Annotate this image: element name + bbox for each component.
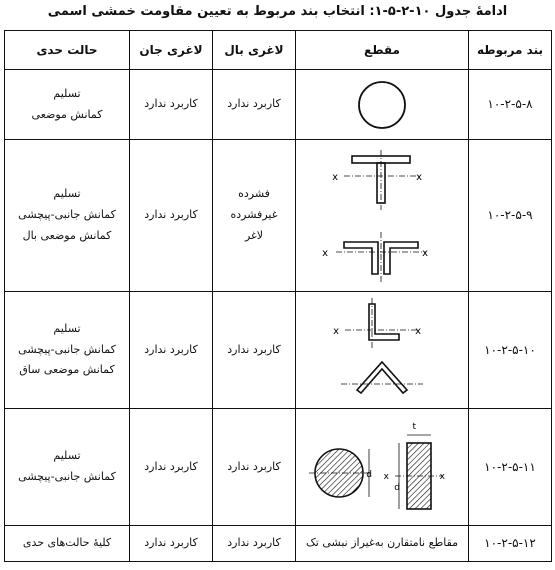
flange-cell: کاربرد ندارد [213, 70, 296, 140]
web-cell: کاربرد ندارد [130, 526, 213, 562]
section-cell: مقاطع نامتقارن به‌غیراز نبشی تک [296, 526, 469, 562]
header-web-slenderness: لاغری جان [130, 31, 213, 70]
axis-label: x [333, 326, 339, 337]
dimension-label: d [366, 470, 372, 480]
axis-label: x [383, 472, 389, 482]
flange-cell: کاربرد ندارد [213, 409, 296, 526]
axis-label: x [416, 171, 422, 183]
web-cell: کاربرد ندارد [130, 140, 213, 292]
limit-text: تسلیم [53, 86, 81, 100]
table-row [5, 140, 552, 292]
axis-label: x [322, 247, 328, 259]
table-row [5, 409, 552, 526]
axis-label: x [332, 171, 338, 183]
single-angle-icon [327, 298, 437, 402]
limit-text: کمانش جانبی-پیچشی [18, 208, 116, 222]
limit-text: کمانش موضعی [31, 107, 103, 121]
axis-label: x [422, 247, 428, 259]
header-flange-slenderness: لاغری بال [213, 31, 296, 70]
clause-cell: ۱۰-۲-۵-۸ [469, 70, 552, 140]
limit-text: کمانش جانبی-پیچشی [18, 470, 116, 483]
dimension-label: d [394, 483, 400, 493]
tee-and-double-angle-icon [322, 146, 442, 286]
section-cell [296, 140, 469, 292]
section-cell [296, 70, 469, 140]
solid-bar-icon [299, 415, 465, 519]
round-hss-icon [342, 77, 422, 133]
limit-cell [5, 409, 130, 526]
dimension-label: t [412, 422, 416, 432]
limit-text: تسلیم [53, 187, 81, 201]
section-cell [296, 292, 469, 409]
header-clause: بند مربوطه [469, 31, 552, 70]
clause-cell: ۱۰-۲-۵-۱۲ [469, 526, 552, 562]
limit-cell [5, 140, 130, 292]
section-selection-table [4, 30, 552, 562]
header-row [5, 31, 552, 70]
table-row [5, 292, 552, 409]
clause-cell: ۱۰-۲-۵-۱۱ [469, 409, 552, 526]
limit-cell: کلیهٔ حالت‌های حدی [5, 526, 130, 562]
web-cell: کاربرد ندارد [130, 292, 213, 409]
limit-text: کمانش جانبی-پیچشی [18, 342, 116, 356]
clause-cell: ۱۰-۲-۵-۱۰ [469, 292, 552, 409]
header-section: مقطع [296, 31, 469, 70]
axis-label: x [415, 326, 421, 337]
flange-text: لاغر [244, 228, 264, 242]
limit-text: تسلیم [53, 321, 81, 335]
limit-cell [5, 70, 130, 140]
flange-cell: کاربرد ندارد [213, 526, 296, 562]
limit-text: کمانش موضعی ساق [19, 363, 115, 377]
limit-cell [5, 292, 130, 409]
web-cell: کاربرد ندارد [130, 70, 213, 140]
flange-cell [213, 140, 296, 292]
clause-cell: ۱۰-۲-۵-۹ [469, 140, 552, 292]
limit-text: کمانش موضعی بال [22, 228, 112, 242]
flange-cell: کاربرد ندارد [213, 292, 296, 409]
flange-text: غیرفشرده [230, 208, 278, 222]
limit-text: تسلیم [53, 449, 81, 463]
table-row [5, 526, 552, 562]
header-limit-state: حالت حدی [5, 31, 130, 70]
table-row [5, 70, 552, 140]
axis-label: x [439, 472, 445, 482]
web-cell: کاربرد ندارد [130, 409, 213, 526]
section-cell [296, 409, 469, 526]
flange-text: فشرده [238, 187, 270, 201]
table-caption: ادامهٔ جدول ۱۰-۲-۵-۱: انتخاب بند مربوط به تعیین مقاومت خمشی اسمی [47, 4, 508, 19]
